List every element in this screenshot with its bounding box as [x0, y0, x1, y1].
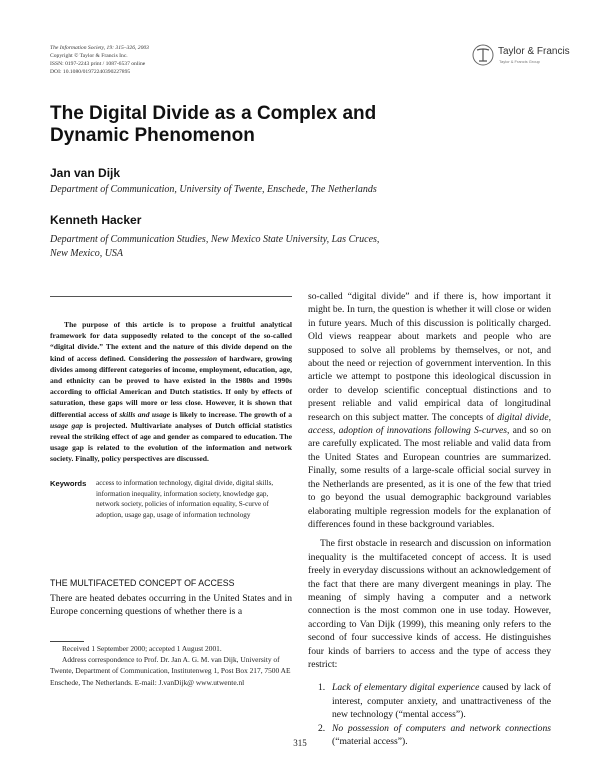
author-affiliation: New Mexico, USA	[50, 248, 124, 259]
page-number: 315	[293, 738, 307, 748]
author-affiliation: Department of Communication, University of Twente, Enschede, The Netherlands	[50, 184, 377, 195]
keywords-label: Keywords	[50, 479, 87, 488]
footnote-address: Address correspondence to Prof. Dr. Jan A. G. M. van Dijk, University of Twente, Department of Communication, Institutenweg 1, Post Box 217, 7500 AE Enschede, The Netherlands. E-mail: J.vanDijk@ www.utwente.nl	[50, 655, 291, 687]
article-title-line: The Digital Divide as a Complex and	[50, 103, 377, 124]
list-item: 2. No possession of computers and network connections (“material access”).	[318, 722, 551, 747]
publisher-logo-icon	[472, 44, 494, 66]
abstract	[50, 319, 292, 465]
body-paragraph: There are heated debates occurring in the United States and in Europe concerning questions of whether there is a	[50, 593, 292, 618]
footnote-received: Received 1 September 2000; accepted 1 August 2001.	[62, 644, 222, 653]
abstract-paragraph: The purpose of this article is to propose a fruitful analytical framework for data supposedly related to the concept of the so-called “digital divide.” The extent and the nature of this divide depend on the kind of access defined. Considering the possession of hardware, growing divides among different categories of income, employment, education, age, and ethnicity can be proved to have existed in the 1980s and 1990s according to official American and Dutch statistics. If only by effects of saturation, these gaps will more or less close. However, it is shown that differential access of skills and usage is likely to increase. The growth of a usage gap is projected. Multivariate analyses of Dutch official statistics reveal the striking effect of age and gender as compared to education. The usage gap is related to the evolution of the information and network society. Finally, policy perspectives are discussed.	[50, 320, 292, 464]
publisher-logo	[472, 44, 572, 68]
list-item: 1. Lack of elementary digital experience caused by lack of interest, computer anxiety, and unattractiveness of the new technology (“mental access”).	[318, 682, 551, 721]
body-paragraph: so-called “digital divide” and if there is, how important it might be. In turn, the question is whether it will close or widen in future years. Much of this discussion is politically charged. Old views reappear about markets and people who are supposed to solve all problems by themselves, or not, and about the need or rejection of government intervention. In this article we attempt to postpone this ideological discussion in order to develop scientific conceptual distinctions and to present reliable and valid empirical data of longitudinal research on this subject matter. The concepts of digital divide, access, adoption of innovations following S-curves, and so on are carefully explicated. The most reliable and valid data from the United States and European countries are summarized. Finally, some results of a large-scale official social survey in the Netherlands are presented, as it is one of the few that tried to go beyond the usual demographic background variables elaborating multiple regression models for the explanation of differences found in these background variables.	[308, 291, 551, 530]
author-affiliation: Department of Communication Studies, New Mexico State University, Las Cruces,	[50, 234, 380, 245]
journal-meta-line: DOI: 10.1080/01972240390227895	[50, 69, 131, 75]
author-name: Kenneth Hacker	[50, 213, 142, 227]
footnotes	[50, 643, 292, 688]
article-title-line: Dynamic Phenomenon	[50, 125, 255, 146]
journal-meta-line: ISSN: 0197-2243 print / 1087-6537 online	[50, 61, 146, 67]
publisher-tagline: Taylor & Francis Group	[499, 59, 540, 64]
article-title	[50, 103, 380, 147]
body-text-left	[50, 592, 292, 619]
body-text-right	[308, 290, 551, 748]
keywords-list: access to information technology, digital divide, digital skills, information inequality, information society, knowledge gap, network society, policies of information equality, S-curve of adoption, usage gap, usage of information technology	[96, 479, 274, 519]
journal-meta-line: The Information Society, 19: 315–326, 2003	[50, 45, 149, 51]
section-heading: THE MULTIFACETED CONCEPT OF ACCESS	[50, 578, 235, 588]
author-name: Jan van Dijk	[50, 166, 121, 180]
footnote-rule	[50, 641, 84, 642]
publisher-name: Taylor & Francis	[498, 46, 570, 57]
journal-meta-line: Copyright © Taylor & Francis Inc.	[50, 53, 128, 59]
abstract-top-rule	[50, 296, 292, 297]
journal-meta	[50, 44, 149, 76]
body-paragraph: The first obstacle in research and discussion on information inequality is the multifaceted concept of access. It is used freely in everyday discussions without an acknowledgement of the fact that there are many divergent meanings in play. The meaning of simply having a computer and a network connection is the most common one in use today. However, according to Van Dijk (1999), this meaning only refers to the second of four successive kinds of access. He distinguishes four kinds of barriers to access and the type of access they restrict:	[308, 538, 551, 670]
